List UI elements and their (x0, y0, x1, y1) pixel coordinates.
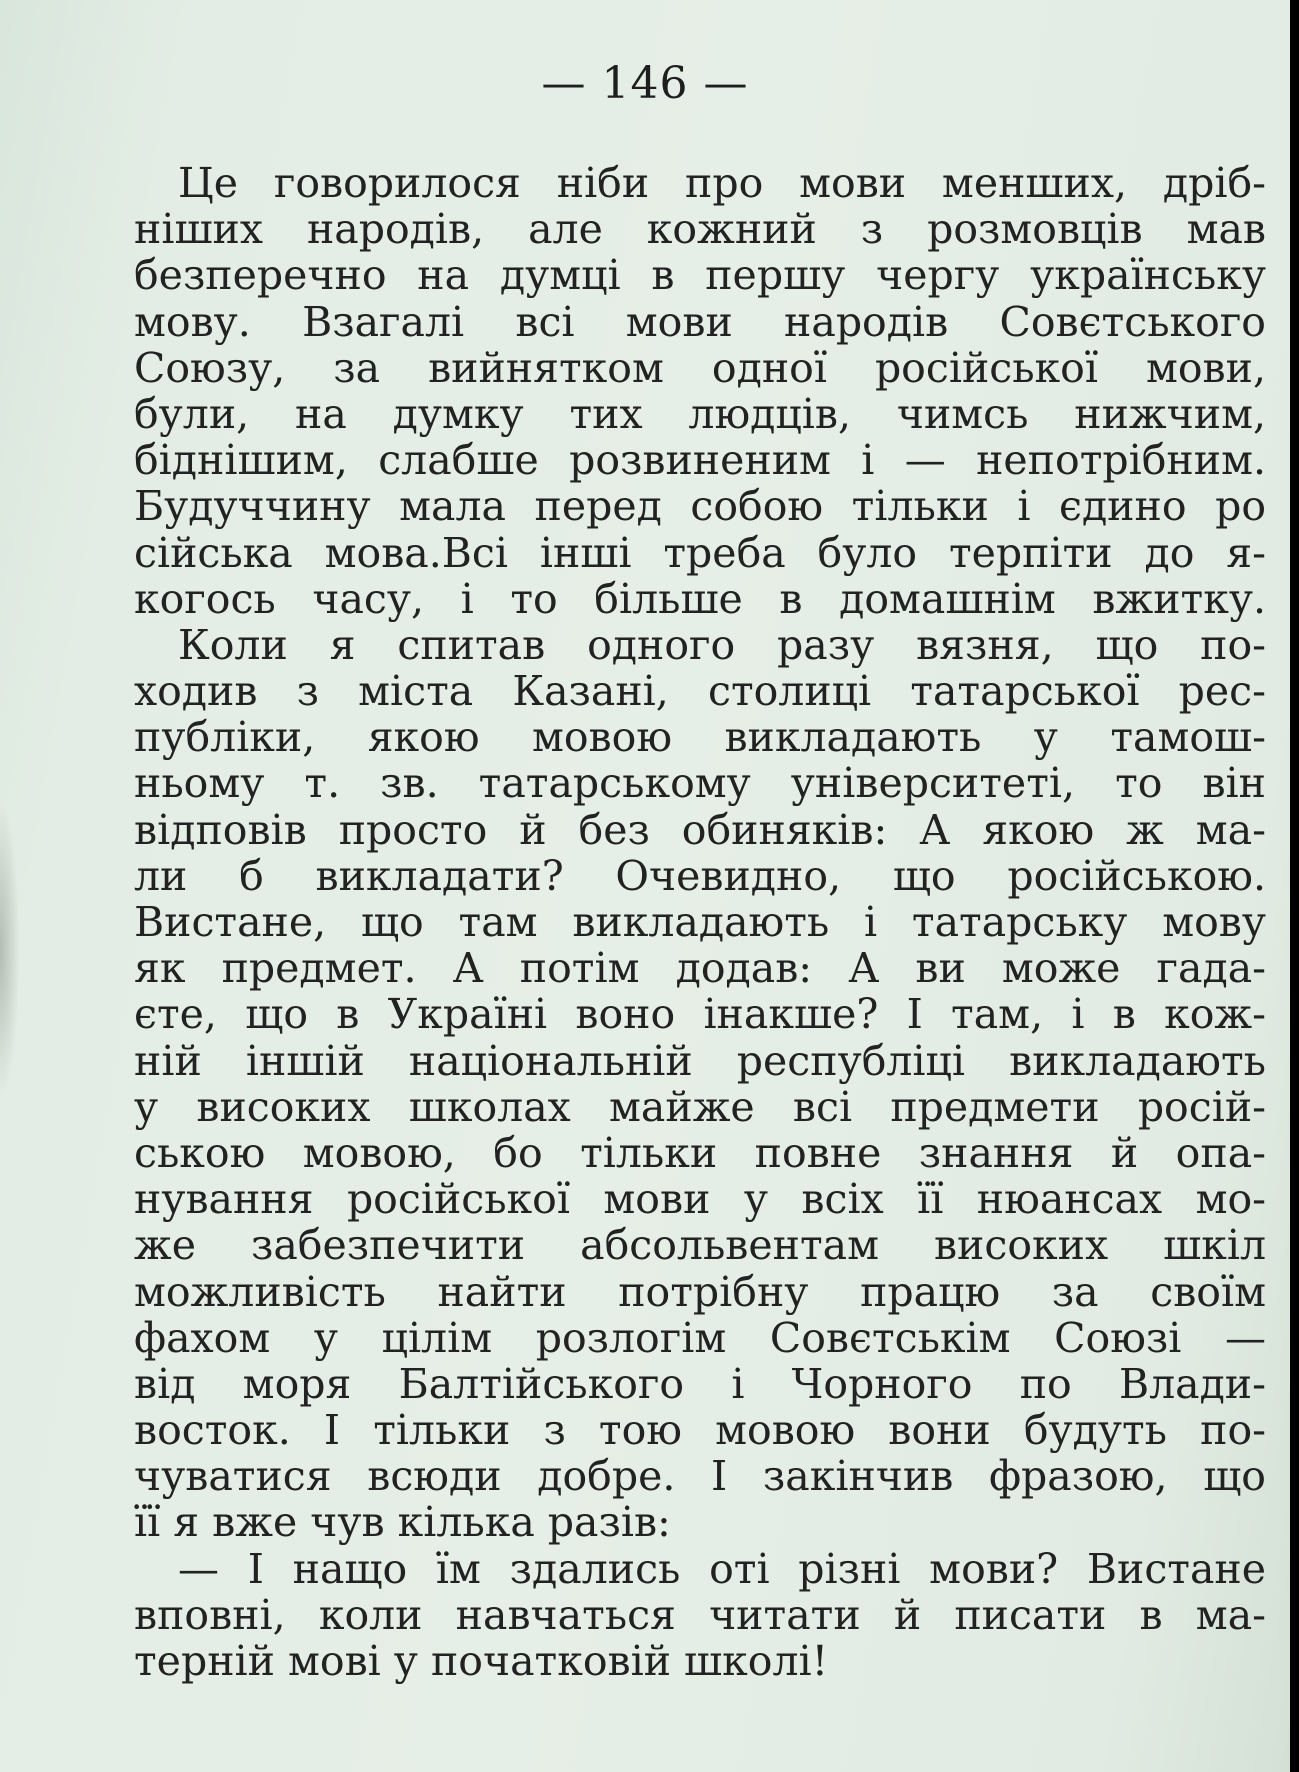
text-line: — І нащо їм здались оті різні мови? Вистане (178, 1544, 1266, 1593)
body-text (134, 160, 1266, 1684)
text-line: чуватися всюди добре. І закінчив фразою, що (134, 1452, 1266, 1501)
text-line: когось часу, і то більше в домашнім вжитку. (134, 574, 1266, 623)
text-line: Коли я спитав одного разу вязня, що по- (178, 620, 1266, 669)
page-number: — 146 — (541, 58, 749, 109)
text-line: ходив з міста Казані, столиці татарської рес- (134, 667, 1266, 716)
text-line: нування російської мови у всіх її нюансах мо- (134, 1175, 1266, 1224)
text-line: Вистане, що там викладають і татарську мову (134, 898, 1266, 946)
text-line: мову. Взагалі всі мови народів Совєтського (134, 297, 1266, 346)
text-line: її я вже чув кілька разів: (134, 1498, 671, 1547)
text-line: фахом у цілім розлогім Совєтськім Союзі — (134, 1313, 1266, 1362)
text-line: від моря Балтійського і Чорного по Влади- (134, 1359, 1266, 1408)
text-line: Будуччину мала перед собою тільки і єдино ро (134, 482, 1266, 531)
text-line: же забезпечити абсольвентам високих шкіл (134, 1221, 1266, 1270)
text-line: ньому т. зв. татарському університеті, то він (134, 759, 1266, 808)
text-line: ською мовою, бо тільки повне знання й опа- (134, 1128, 1266, 1177)
text-line: вповні, коли навчаться читати й писати в ма- (134, 1590, 1266, 1639)
text-line: можливість найти потрібну працю за своїм (134, 1267, 1266, 1316)
text-line: єте, що в Україні воно інакше? І там, і в кож- (134, 990, 1266, 1039)
text-line: як предмет. А потім додав: А ви може гада- (134, 944, 1266, 993)
text-line: публіки, якою мовою викладають у тамош- (134, 713, 1266, 762)
text-line: безперечно на думці в першу чергу українську (134, 251, 1266, 300)
text-line: біднішим, слабше розвиненим і — непотрібним. (134, 436, 1266, 485)
text-line: відповів просто й без обиняків: А якою ж ма- (134, 805, 1266, 854)
text-line: восток. І тільки з тою мовою вони будуть по- (134, 1406, 1266, 1455)
text-line: Це говорилося ніби про мови менших, дріб- (178, 159, 1266, 207)
text-line: ній іншій національній республіці викладають (134, 1036, 1266, 1085)
text-line: Союзу, за вийнятком одної російської мови, (134, 343, 1266, 392)
page-edge-shadow (0, 800, 20, 1100)
text-line: сійська мова.Всі інші треба було терпіти до я- (134, 528, 1266, 577)
text-line: були, на думку тих людців, чимсь нижчим, (134, 389, 1266, 438)
text-line: у високих школах майже всі предмети росій- (134, 1082, 1266, 1131)
text-line: ніших народів, але кожний з розмовців мав (134, 205, 1266, 254)
text-line: ли б викладати? Очевидно, що російською. (134, 851, 1266, 900)
text-line: терній мові у початковій школі! (134, 1637, 829, 1685)
